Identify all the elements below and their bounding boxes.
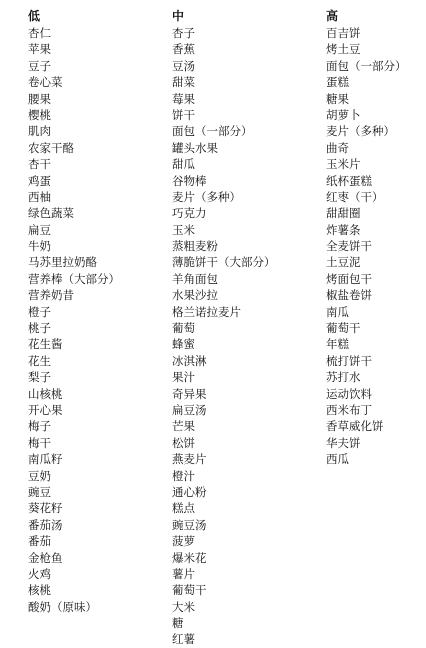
- food-item: 葡萄干: [326, 321, 361, 336]
- food-item: 椒盐卷饼: [326, 288, 372, 303]
- food-item: 西米布丁: [326, 402, 372, 417]
- food-item: 曲奇: [326, 140, 349, 155]
- food-item: 腰果: [28, 91, 51, 106]
- food-item: 梅干: [28, 435, 51, 450]
- food-item: 甜甜圈: [326, 206, 361, 221]
- food-item: 核桃: [28, 583, 51, 598]
- food-item: 水果沙拉: [172, 288, 218, 303]
- food-item: 绿色蔬菜: [28, 206, 74, 221]
- food-item: 山核桃: [28, 386, 63, 401]
- food-item: 番茄: [28, 534, 51, 549]
- food-item: 豌豆: [28, 484, 51, 499]
- food-item: 烤土豆: [326, 42, 361, 57]
- food-item: 南瓜: [326, 304, 349, 319]
- food-item: 蒸粗麦粉: [172, 239, 218, 254]
- food-item: 葵花籽: [28, 501, 63, 516]
- food-item: 糖果: [326, 91, 349, 106]
- food-item: 花生酱: [28, 337, 63, 352]
- item-list-high: [326, 25, 407, 468]
- food-item: 红薯: [172, 632, 195, 647]
- food-item: 杏干: [28, 157, 51, 172]
- food-item: 樱桃: [28, 107, 51, 122]
- food-item: 豌豆汤: [172, 517, 207, 532]
- food-item: 酸奶（原味）: [28, 599, 97, 614]
- food-item: 牛奶: [28, 239, 51, 254]
- food-item: 爆米花: [172, 550, 207, 565]
- food-item: 薯片: [172, 566, 195, 581]
- food-item: 燕麦片: [172, 452, 207, 467]
- food-item: 豆汤: [172, 58, 195, 73]
- food-item: 农家干酪: [28, 140, 74, 155]
- food-item: 巧克力: [172, 206, 207, 221]
- food-item: 西柚: [28, 189, 51, 204]
- food-item: 金枪鱼: [28, 550, 63, 565]
- food-item: 花生: [28, 353, 51, 368]
- food-item: 薄脆饼干（大部分）: [172, 255, 276, 270]
- item-list-low: [28, 25, 120, 615]
- food-item: 苏打水: [326, 370, 361, 385]
- food-item: 营养奶昔: [28, 288, 74, 303]
- food-item: 苹果: [28, 42, 51, 57]
- food-item: 杏仁: [28, 26, 51, 40]
- column-high: [326, 8, 407, 468]
- food-item: 桃子: [28, 321, 51, 336]
- food-item: 橙汁: [172, 468, 195, 483]
- food-item: 菠萝: [172, 534, 195, 549]
- food-item: 肌肉: [28, 124, 51, 139]
- food-item: 炸薯条: [326, 222, 361, 237]
- food-item: 全麦饼干: [326, 239, 372, 254]
- column-header-high: 高: [326, 9, 339, 23]
- food-item: 松饼: [172, 435, 195, 450]
- food-item: 糕点: [172, 501, 195, 516]
- food-item: 豆奶: [28, 468, 51, 483]
- food-item: 土豆泥: [326, 255, 361, 270]
- food-item: 冰淇淋: [172, 353, 207, 368]
- food-item: 通心粉: [172, 484, 207, 499]
- food-item: 杏子: [172, 26, 195, 40]
- food-item: 马苏里拉奶酪: [28, 255, 97, 270]
- food-item: 麦片（多种）: [172, 189, 241, 204]
- food-item: 番茄汤: [28, 517, 63, 532]
- food-item: 玉米片: [326, 157, 361, 172]
- food-item: 羊角面包: [172, 271, 218, 286]
- food-item: 百吉饼: [326, 26, 361, 40]
- food-item: 饼干: [172, 107, 195, 122]
- food-item: 大米: [172, 599, 195, 614]
- food-item: 香草威化饼: [326, 419, 384, 434]
- food-item: 橙子: [28, 304, 51, 319]
- food-item: 梅子: [28, 419, 51, 434]
- column-header-low: 低: [28, 9, 41, 23]
- food-item: 梨子: [28, 370, 51, 385]
- food-item: 葡萄干: [172, 583, 207, 598]
- food-item: 豆子: [28, 58, 51, 73]
- food-item: 莓果: [172, 91, 195, 106]
- item-list-mid: [172, 25, 276, 648]
- column-low: [28, 8, 120, 615]
- food-item: 甜菜: [172, 75, 195, 90]
- column-mid: [172, 8, 276, 648]
- food-item: 运动饮料: [326, 386, 372, 401]
- food-item: 蛋糕: [326, 75, 349, 90]
- food-item: 年糕: [326, 337, 349, 352]
- food-item: 玉米: [172, 222, 195, 237]
- food-item: 鸡蛋: [28, 173, 51, 188]
- food-item: 面包（一部分）: [326, 58, 407, 73]
- food-item: 华夫饼: [326, 435, 361, 450]
- food-item: 扁豆: [28, 222, 51, 237]
- food-item: 梳打饼干: [326, 353, 372, 368]
- food-item: 奇异果: [172, 386, 207, 401]
- food-item: 果汁: [172, 370, 195, 385]
- column-header-mid: 中: [172, 9, 185, 23]
- food-item: 罐头水果: [172, 140, 218, 155]
- food-item: 麦片（多种）: [326, 124, 395, 139]
- food-item: 甜瓜: [172, 157, 195, 172]
- food-item: 纸杯蛋糕: [326, 173, 372, 188]
- food-item: 扁豆汤: [172, 402, 207, 417]
- food-item: 面包（一部分）: [172, 124, 253, 139]
- food-item: 卷心菜: [28, 75, 63, 90]
- food-item: 格兰诺拉麦片: [172, 304, 241, 319]
- food-item: 香蕉: [172, 42, 195, 57]
- food-item: 营养棒（大部分）: [28, 271, 120, 286]
- food-item: 胡萝卜: [326, 107, 361, 122]
- food-item: 糖: [172, 616, 184, 631]
- food-item: 南瓜籽: [28, 452, 63, 467]
- food-item: 葡萄: [172, 321, 195, 336]
- food-item: 芒果: [172, 419, 195, 434]
- food-item: 谷物棒: [172, 173, 207, 188]
- food-item: 红枣（干）: [326, 189, 384, 204]
- food-item: 烤面包干: [326, 271, 372, 286]
- food-item: 火鸡: [28, 566, 51, 581]
- food-item: 西瓜: [326, 452, 349, 467]
- food-item: 开心果: [28, 402, 63, 417]
- food-item: 蜂蜜: [172, 337, 195, 352]
